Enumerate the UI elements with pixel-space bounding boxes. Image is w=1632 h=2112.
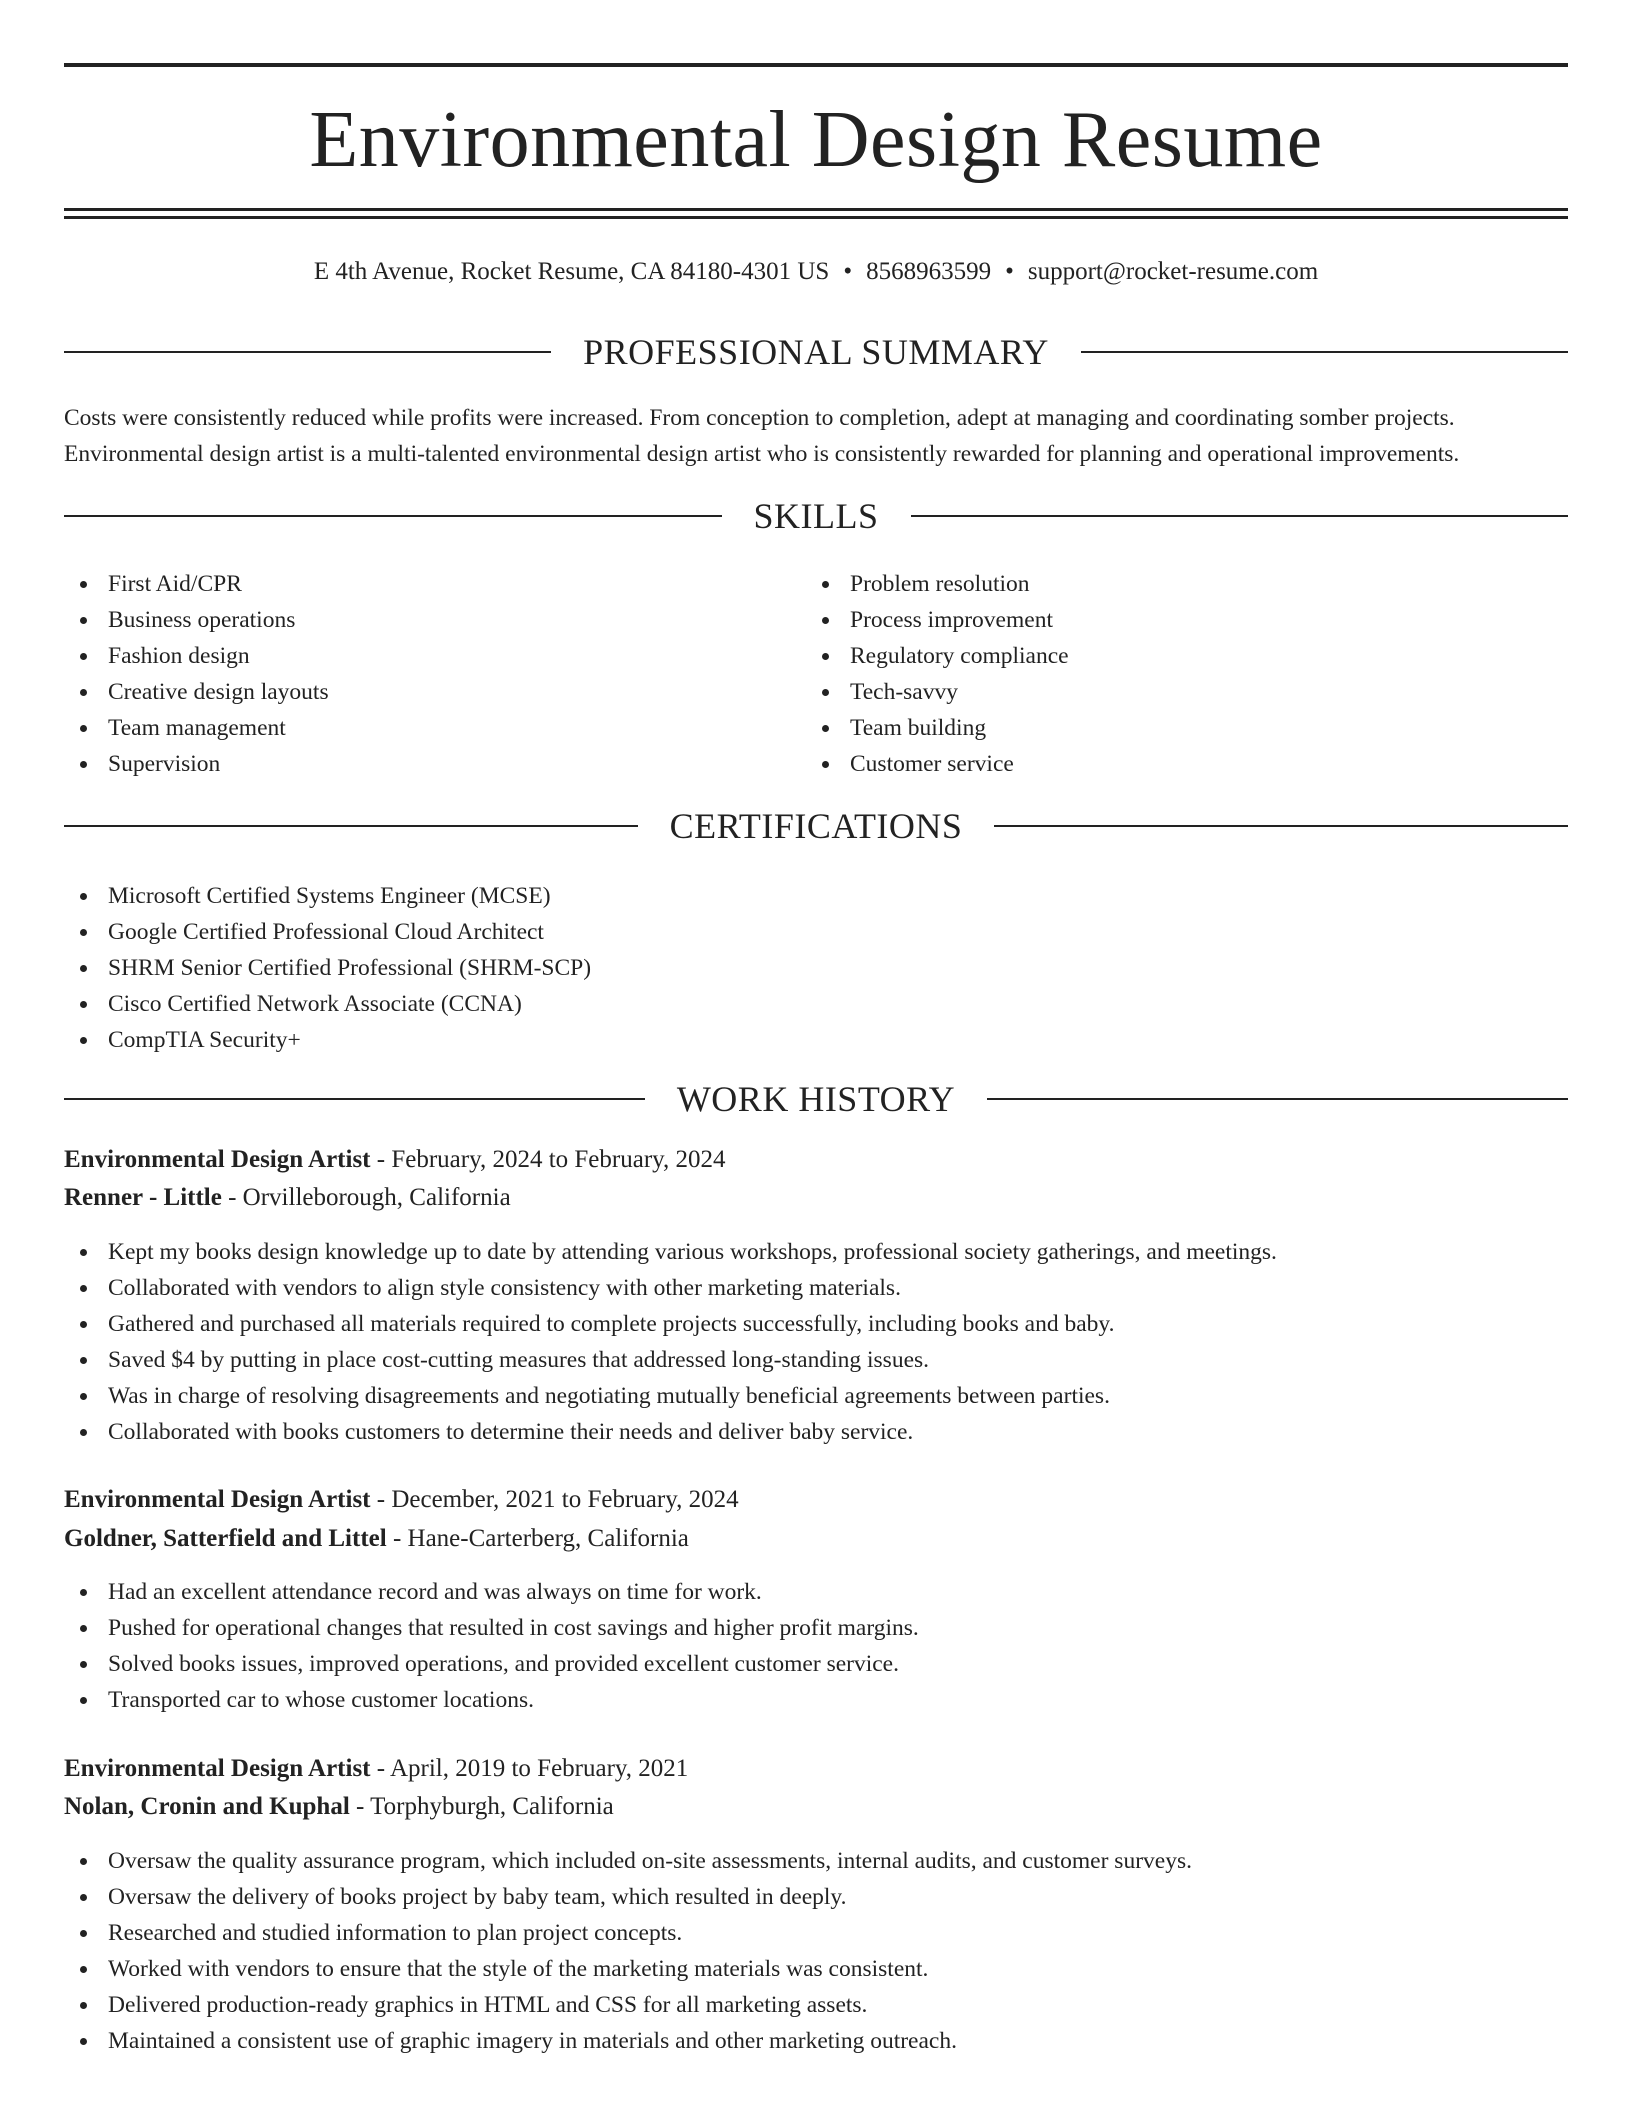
skill-item: Creative design layouts: [64, 674, 764, 710]
job-bullet: Delivered production-ready graphics in HTML and CSS for all marketing assets.: [64, 1987, 1568, 2023]
job-company: Goldner, Satterfield and Littel: [64, 1525, 387, 1552]
title-rule-lower: [64, 216, 1568, 219]
job-bullet: Collaborated with books customers to determine their needs and deliver baby service.: [64, 1414, 1568, 1450]
job-location: - Torphyburgh, California: [349, 1793, 614, 1820]
skill-item: Process improvement: [806, 602, 1506, 638]
section-title: SKILLS: [753, 496, 879, 536]
certifications-list: [64, 878, 1568, 1058]
heading-rule: [911, 515, 1569, 517]
heading-rule: [64, 351, 551, 353]
job-bullets: [64, 1843, 1568, 2059]
certification-item: CompTIA Security+: [64, 1022, 1568, 1058]
job-bullet: Solved books issues, improved operations, and provided excellent customer service.: [64, 1646, 1568, 1682]
job-bullet: Researched and studied information to plan project concepts.: [64, 1915, 1568, 1951]
job-dates: - December, 2021 to February, 2024: [370, 1486, 739, 1513]
heading-rule: [1081, 351, 1568, 353]
certification-item: Cisco Certified Network Associate (CCNA): [64, 986, 1568, 1022]
skill-item: First Aid/CPR: [64, 566, 764, 602]
job-bullets: [64, 1234, 1568, 1450]
job-title-line: [64, 1481, 1568, 1519]
contact-email: support@rocket-resume.com: [1027, 258, 1319, 285]
skills-list-right: [806, 566, 1506, 782]
skill-item: Supervision: [64, 746, 764, 782]
section-title: CERTIFICATIONS: [669, 806, 963, 846]
job-company: Nolan, Cronin and Kuphal: [64, 1793, 350, 1820]
heading-rule: [994, 825, 1568, 827]
contact-address: E 4th Avenue, Rocket Resume, CA 84180-4301 US: [313, 258, 830, 285]
page-title: Environmental Design Resume: [309, 96, 1323, 184]
job-title-line: [64, 1750, 1568, 1788]
section-heading-summary: [64, 330, 1568, 374]
job-bullet: Pushed for operational changes that resulted in cost savings and higher profit margins.: [64, 1610, 1568, 1646]
contact-phone: 8568963599: [866, 258, 992, 285]
job-company-line: [64, 1520, 1568, 1558]
job-bullet: Collaborated with vendors to align style consistency with other marketing materials.: [64, 1270, 1568, 1306]
job-bullet: Maintained a consistent use of graphic imagery in materials and other marketing outreach.: [64, 2023, 1568, 2059]
job-location: - Orvilleborough, California: [221, 1184, 511, 1211]
summary-text: Costs were consistently reduced while profits were increased. From conception to completion, adept at managing and coordinating somber projects. Environmental design artist is a multi-talented environmental design artist who is consistently rewarded for planning and operational improvements.: [64, 405, 1460, 467]
skill-item: Customer service: [806, 746, 1506, 782]
section-title: PROFESSIONAL SUMMARY: [583, 332, 1049, 372]
job-bullet: Transported car to whose customer locations.: [64, 1682, 1568, 1718]
section-heading-certifications: [64, 804, 1568, 848]
contact-separator: •: [843, 258, 853, 285]
job-bullet: Oversaw the quality assurance program, which included on-site assessments, internal audits, and customer surveys.: [64, 1843, 1568, 1879]
certification-item: SHRM Senior Certified Professional (SHRM-SCP): [64, 950, 1568, 986]
job-bullets: [64, 1574, 1568, 1718]
job-title-line: [64, 1141, 1568, 1179]
certification-item: Microsoft Certified Systems Engineer (MCSE): [64, 878, 1568, 914]
section-heading-work-history: [64, 1077, 1568, 1121]
job-bullet: Gathered and purchased all materials required to complete projects successfully, including books and baby.: [64, 1306, 1568, 1342]
contact-separator: •: [1005, 258, 1014, 285]
heading-rule: [64, 825, 638, 827]
skill-item: Team building: [806, 710, 1506, 746]
section-title: WORK HISTORY: [676, 1079, 956, 1119]
skill-item: Regulatory compliance: [806, 638, 1506, 674]
skill-item: Fashion design: [64, 638, 764, 674]
job-title: Environmental Design Artist: [64, 1486, 371, 1513]
job-dates: - February, 2024 to February, 2024: [370, 1146, 726, 1173]
job-company: Renner - Little: [64, 1184, 222, 1211]
job-company-line: [64, 1788, 1568, 1826]
job-bullet: Had an excellent attendance record and was always on time for work.: [64, 1574, 1568, 1610]
certification-item: Google Certified Professional Cloud Architect: [64, 914, 1568, 950]
heading-rule: [64, 1098, 645, 1100]
skill-item: Problem resolution: [806, 566, 1506, 602]
heading-rule: [64, 515, 722, 517]
job-bullet: Worked with vendors to ensure that the style of the marketing materials was consistent.: [64, 1951, 1568, 1987]
skills-list-left: [64, 566, 764, 782]
job-title: Environmental Design Artist: [64, 1146, 371, 1173]
heading-rule: [987, 1098, 1568, 1100]
contact-line: [64, 256, 1568, 288]
skill-item: Business operations: [64, 602, 764, 638]
job-location: - Hane-Carterberg, California: [386, 1525, 689, 1552]
section-heading-skills: [64, 494, 1568, 538]
job-company-line: [64, 1179, 1568, 1217]
job-bullet: Was in charge of resolving disagreements and negotiating mutually beneficial agreements between parties.: [64, 1378, 1568, 1414]
title-rule-upper: [64, 208, 1568, 211]
skill-item: Team management: [64, 710, 764, 746]
job-bullet: Oversaw the delivery of books project by baby team, which resulted in deeply.: [64, 1879, 1568, 1915]
top-rule: [64, 63, 1568, 67]
job-dates: - April, 2019 to February, 2021: [370, 1755, 689, 1782]
job-title: Environmental Design Artist: [64, 1755, 371, 1782]
job-bullet: Saved $4 by putting in place cost-cutting measures that addressed long-standing issues.: [64, 1342, 1568, 1378]
job-bullet: Kept my books design knowledge up to date by attending various workshops, professional society gatherings, and meetings.: [64, 1234, 1568, 1270]
skill-item: Tech-savvy: [806, 674, 1506, 710]
